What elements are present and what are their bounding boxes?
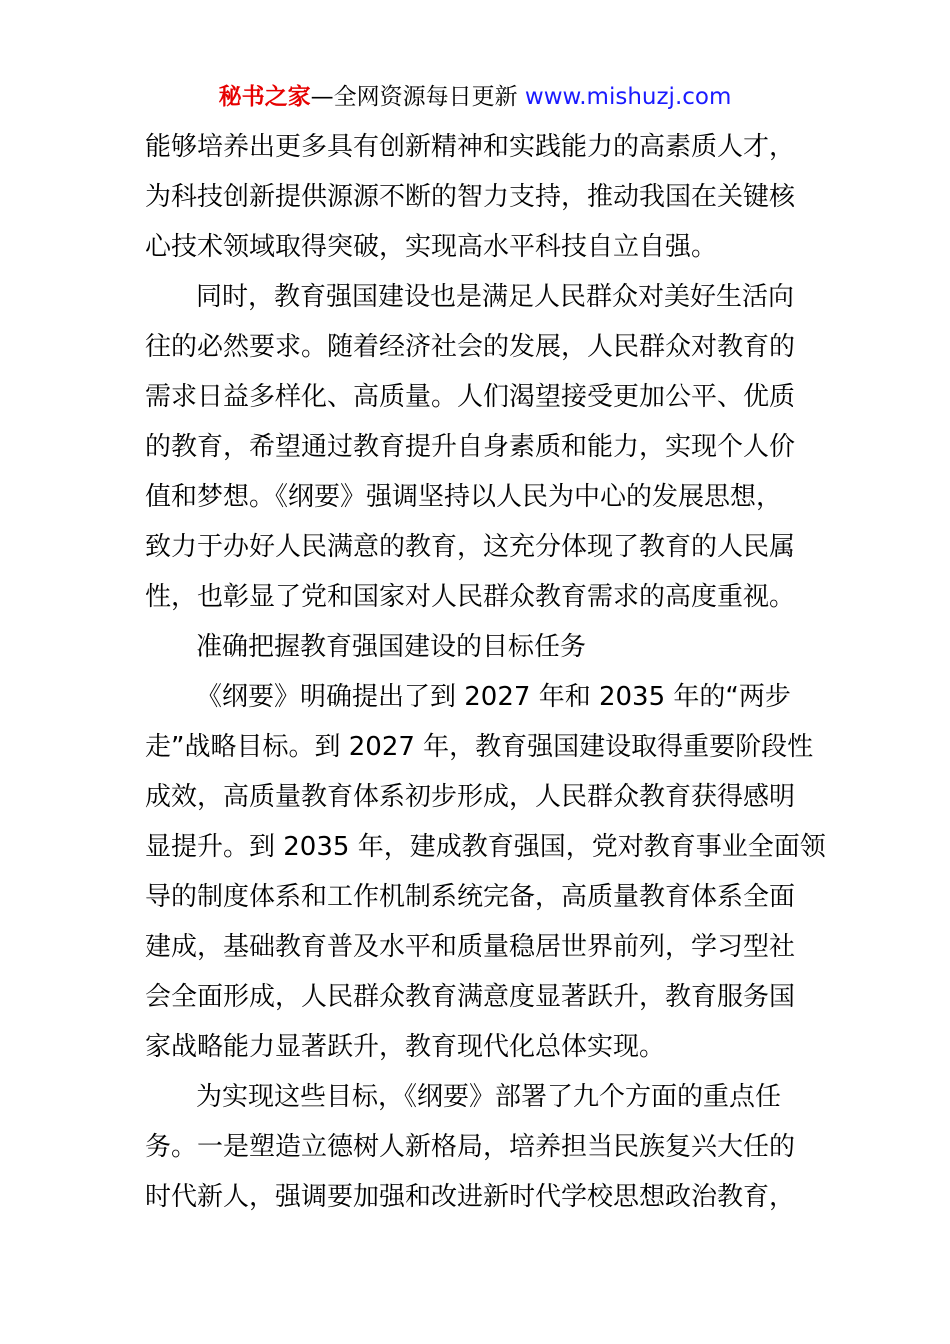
text-line: 家战略能力显著跃升，教育现代化总体实现。 (145, 1032, 666, 1062)
text-line: 值和梦想。《纲要》强调坚持以人民为中心的发展思想， (145, 482, 783, 512)
text-line: 建成，基础教育普及水平和质量稳居世界前列，学习型社 (145, 932, 796, 962)
text-line: 会全面形成，人民群众教育满意度显著跃升，教育服务国 (145, 982, 796, 1012)
header-tagline: —全网资源每日更新 (310, 84, 518, 110)
text-line: 心技术领域取得突破，实现高水平科技自立自强。 (145, 232, 718, 262)
paragraph-first-line: 《纲要》明确提出了到 2027 年和 2035 年的“两步 (196, 682, 791, 712)
section-heading: 准确把握教育强国建设的目标任务 (196, 632, 587, 662)
text-line: 导的制度体系和工作机制系统完备，高质量教育体系全面 (145, 882, 796, 912)
text-line: 能够培养出更多具有创新精神和实践能力的高素质人才， (145, 132, 796, 162)
text-line: 往的必然要求。随着经济社会的发展，人民群众对教育的 (145, 332, 796, 362)
text-line: 务。一是塑造立德树人新格局，培养担当民族复兴大任的 (145, 1132, 796, 1162)
text-line: 为科技创新提供源源不断的智力支持，推动我国在关键核 (145, 182, 796, 212)
text-line: 致力于办好人民满意的教育，这充分体现了教育的人民属 (145, 532, 796, 562)
site-url-link[interactable]: www.mishuzj.com (524, 84, 732, 110)
paragraph-first-line: 同时，教育强国建设也是满足人民群众对美好生活向 (196, 282, 795, 312)
text-line: 的教育，希望通过教育提升自身素质和能力，实现个人价 (145, 432, 796, 462)
text-line: 显提升。到 2035 年，建成教育强国，党对教育事业全面领 (145, 832, 826, 862)
site-header (0, 80, 950, 114)
paragraph-first-line: 为实现这些目标，《纲要》部署了九个方面的重点任 (196, 1082, 782, 1112)
text-line: 性，也彰显了党和国家对人民群众教育需求的高度重视。 (145, 582, 796, 612)
text-line: 成效，高质量教育体系初步形成，人民群众教育获得感明 (145, 782, 796, 812)
text-line: 需求日益多样化、高质量。人们渴望接受更加公平、优质 (145, 382, 796, 412)
text-line: 时代新人，强调要加强和改进新时代学校思想政治教育， (145, 1182, 796, 1212)
text-line: 走”战略目标。到 2027 年，教育强国建设取得重要阶段性 (145, 732, 814, 762)
brand-name: 秘书之家 (218, 84, 311, 110)
